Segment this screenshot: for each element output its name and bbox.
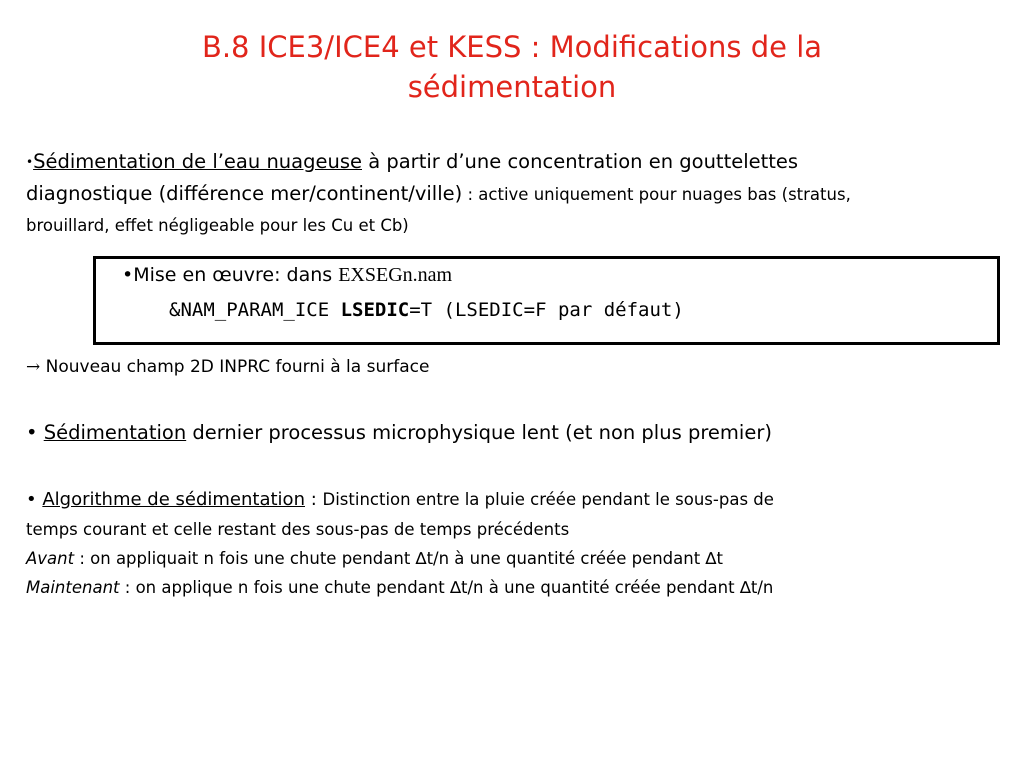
bullet-marker: • xyxy=(26,155,34,169)
bullet-dernier-processus xyxy=(26,417,1011,448)
box-default: =T (LSEDIC=F par défaut) xyxy=(409,299,684,321)
slide-title-line1: B.8 ICE3/ICE4 et KESS : Modifications de la xyxy=(201,30,823,64)
bullet3-underlined: Algorithme de sédimentation xyxy=(42,489,305,510)
bullet1-text-b: diagnostique (différence mer/continent/ville) xyxy=(26,182,463,205)
bullet1-underlined: Sédimentation de l’eau nuageuse xyxy=(33,150,362,173)
arrow-right-icon: → xyxy=(26,357,41,377)
avant-text: : on appliquait n fois une chute pendant ∆t/n à une quantité créée pendant ∆t xyxy=(74,549,723,568)
maintenant-text: : on applique n fois une chute pendant ∆t/n à une quantité créée pendant ∆t/n xyxy=(119,578,774,597)
bullet-marker: • xyxy=(26,489,43,510)
bullet1-line2 xyxy=(26,178,1011,210)
box-file-name: EXSEGn.nam xyxy=(338,264,453,286)
note-text: Nouveau champ 2D INPRC fourni à la surface xyxy=(40,357,430,377)
box-line2 xyxy=(169,299,684,321)
bullet2-underlined: Sédimentation xyxy=(43,421,187,444)
box-line1-prefix: •Mise en œuvre: dans xyxy=(122,264,339,286)
avant-label: Avant xyxy=(26,549,75,568)
bullet-marker: • xyxy=(26,421,44,444)
bullet3-small-a: Distinction entre la pluie créée pendant le sous-pas de xyxy=(322,490,774,509)
bullet1-small-a: : active uniquement pour nuages bas (stratus, xyxy=(462,185,851,204)
bullet-sedimentation-eau-nuageuse xyxy=(26,146,1011,241)
bullet3-colon: : xyxy=(304,489,323,510)
box-lsedic-bold: LSEDIC xyxy=(340,299,410,321)
bullet1-text-a: à partir d’une concentration en gouttelettes xyxy=(362,150,799,173)
avant-line xyxy=(26,544,1011,573)
maintenant-label: Maintenant xyxy=(26,578,120,597)
bullet2-text: dernier processus microphysique lent (et non plus premier) xyxy=(186,421,772,444)
bullet-algorithme xyxy=(26,485,1011,602)
box-line1 xyxy=(122,264,452,287)
maintenant-line xyxy=(26,573,1011,602)
implementation-box xyxy=(93,256,1000,345)
bullet3-line1 xyxy=(26,485,1011,515)
bullet3-line2: temps courant et celle restant des sous-pas de temps précédents xyxy=(26,520,570,539)
bullet1-line1 xyxy=(26,146,1011,178)
bullet1-small-b: brouillard, effet négligeable pour les Cu et Cb) xyxy=(26,216,409,235)
box-namelist: &NAM_PARAM_ICE xyxy=(169,299,341,321)
slide-title xyxy=(100,27,924,107)
note-inprc xyxy=(26,353,1011,381)
slide-title-line2: sédimentation xyxy=(407,70,617,104)
